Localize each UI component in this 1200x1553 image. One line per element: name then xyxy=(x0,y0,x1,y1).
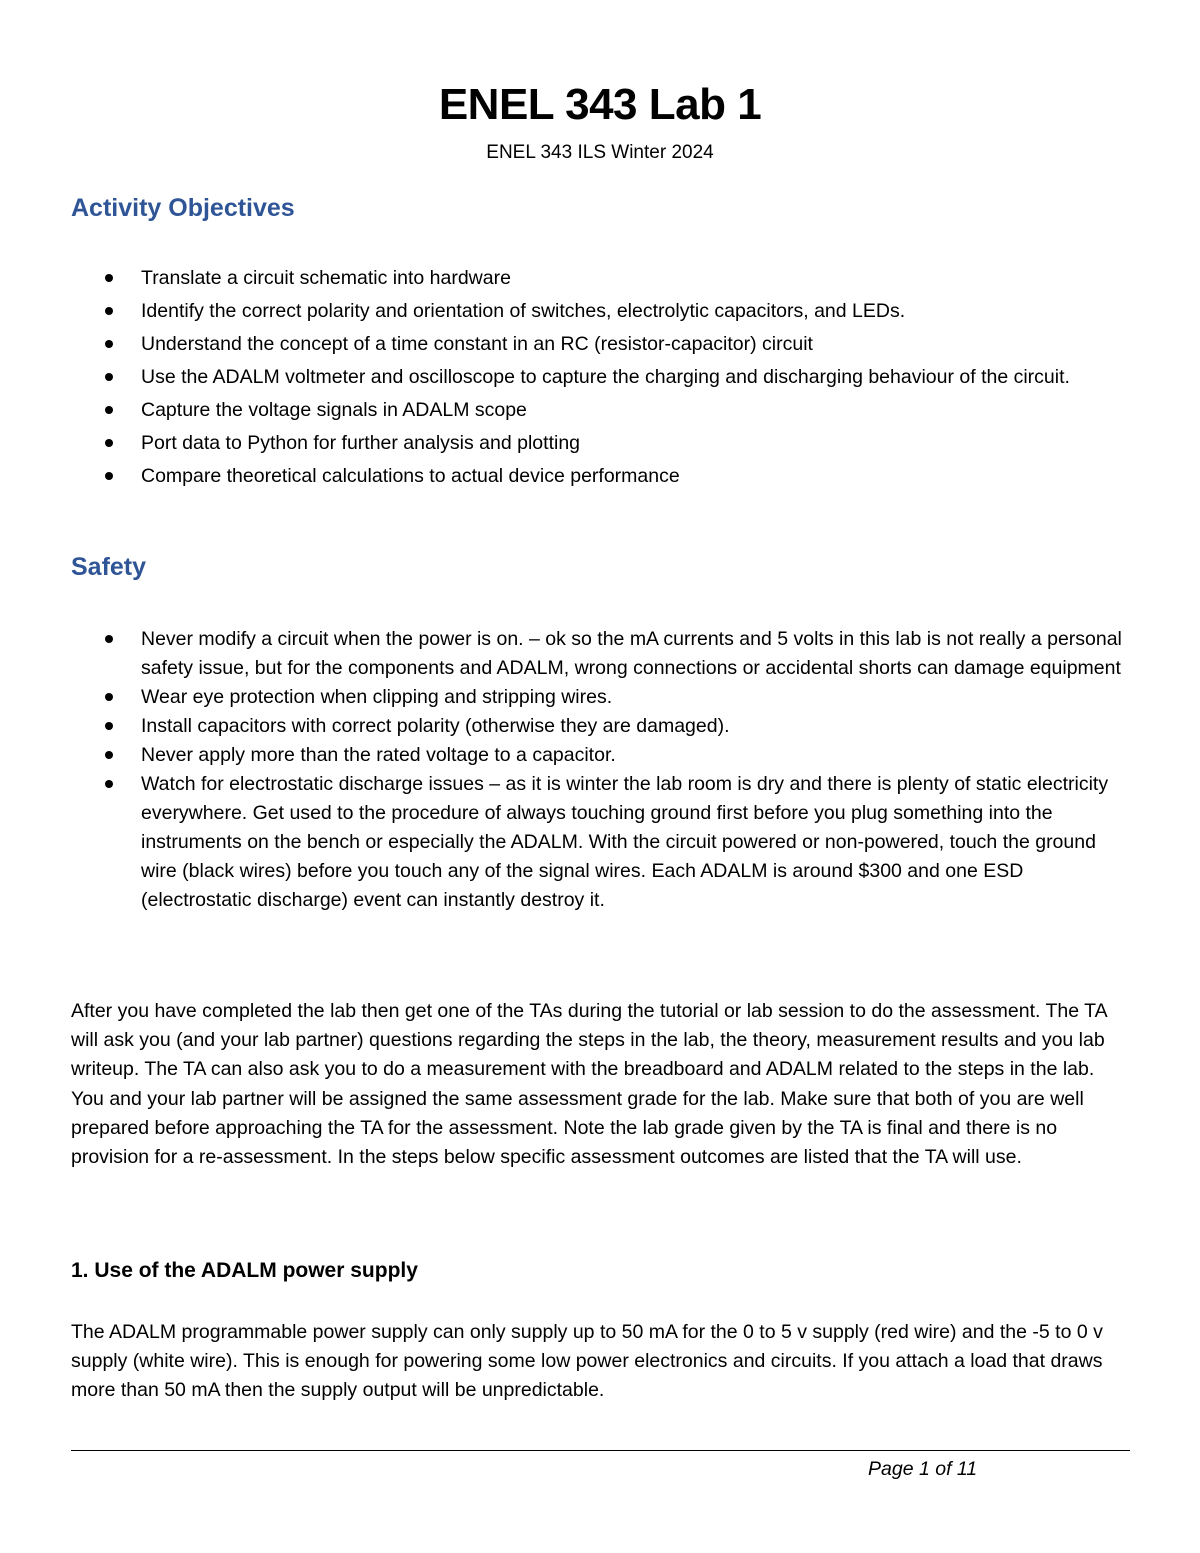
bullet-icon xyxy=(105,751,113,759)
objectives-list xyxy=(71,262,1131,493)
list-item xyxy=(71,625,1131,683)
list-item-text: Identify the correct polarity and orientation of switches, electrolytic capacitors, and LEDs. xyxy=(141,300,906,322)
list-item xyxy=(71,712,1131,741)
list-item xyxy=(71,361,1131,394)
footer-divider xyxy=(71,1450,1130,1451)
list-item-text: Use the ADALM voltmeter and oscilloscope to capture the charging and discharging behaviour of the circuit. xyxy=(141,366,1070,388)
list-item-text: Compare theoretical calculations to actual device performance xyxy=(141,465,680,487)
document-subtitle: ENEL 343 ILS Winter 2024 xyxy=(486,142,714,163)
list-item-text: Understand the concept of a time constant in an RC (resistor-capacitor) circuit xyxy=(141,333,813,355)
power-supply-paragraph: The ADALM programmable power supply can only supply up to 50 mA for the 0 to 5 v supply (red wire) and the -5 to 0 v supply (white wire). This is enough for powering some low power electronics and circuits. If you attach a load that draws more than 50 mA then the supply output will be unpredictable. xyxy=(71,1321,1103,1402)
list-item-text: Wear eye protection when clipping and stripping wires. xyxy=(141,686,613,708)
list-item-text: Never modify a circuit when the power is on. – ok so the mA currents and 5 volts in this lab is not really a personal safety issue, but for the components and ADALM, wrong connections or accidental shorts can damage equipment xyxy=(141,628,1122,679)
bullet-icon xyxy=(105,635,113,643)
list-item-text: Port data to Python for further analysis and plotting xyxy=(141,432,581,454)
bullet-icon xyxy=(105,439,113,447)
list-item xyxy=(71,295,1131,328)
list-item xyxy=(71,460,1131,493)
bullet-icon xyxy=(105,373,113,381)
safety-heading: Safety xyxy=(71,553,147,581)
list-item xyxy=(71,427,1131,460)
list-item-text: Never apply more than the rated voltage to a capacitor. xyxy=(141,744,616,766)
list-item-text: Translate a circuit schematic into hardware xyxy=(141,267,511,289)
page-number: Page 1 of 11 xyxy=(868,1458,978,1480)
document-title: ENEL 343 Lab 1 xyxy=(438,80,762,129)
bullet-icon xyxy=(105,722,113,730)
list-item xyxy=(71,262,1131,295)
bullet-icon xyxy=(105,693,113,701)
list-item xyxy=(71,394,1131,427)
list-item xyxy=(71,770,1131,915)
bullet-icon xyxy=(105,340,113,348)
section-1-heading: 1. Use of the ADALM power supply xyxy=(71,1259,418,1282)
bullet-icon xyxy=(105,780,113,788)
safety-list xyxy=(71,625,1131,915)
list-item-text: Watch for electrostatic discharge issues – as it is winter the lab room is dry and there is plenty of static electricity everywhere. Get used to the procedure of always touching ground first before you plug something into the instruments on the bench or especially the ADALM. With the circuit powered or non-powered, touch the ground wire (black wires) before you touch any of the signal wires. Each ADALM is around $300 and one ESD (electrostatic discharge) event can instantly destroy it. xyxy=(141,773,1109,911)
objectives-heading: Activity Objectives xyxy=(71,194,295,222)
list-item xyxy=(71,328,1131,361)
bullet-icon xyxy=(105,307,113,315)
list-item-text: Install capacitors with correct polarity (otherwise they are damaged). xyxy=(141,715,730,737)
list-item xyxy=(71,741,1131,770)
list-item-text: Capture the voltage signals in ADALM scope xyxy=(141,399,527,421)
list-item xyxy=(71,683,1131,712)
assessment-paragraph: After you have completed the lab then get one of the TAs during the tutorial or lab session to do the assessment. The TA will ask you (and your lab partner) questions regarding the steps in the lab, the theory, measurement results and you lab writeup. The TA can also ask you to do a measurement with the breadboard and ADALM related to the steps in the lab. You and your lab partner will be assigned the same assessment grade for the lab. Make sure that both of you are well prepared before approaching the TA for the assessment. Note the lab grade given by the TA is final and there is no provision for a re-assessment. In the steps below specific assessment outcomes are listed that the TA will use. xyxy=(71,1000,1107,1169)
bullet-icon xyxy=(105,472,113,480)
bullet-icon xyxy=(105,274,113,282)
bullet-icon xyxy=(105,406,113,414)
